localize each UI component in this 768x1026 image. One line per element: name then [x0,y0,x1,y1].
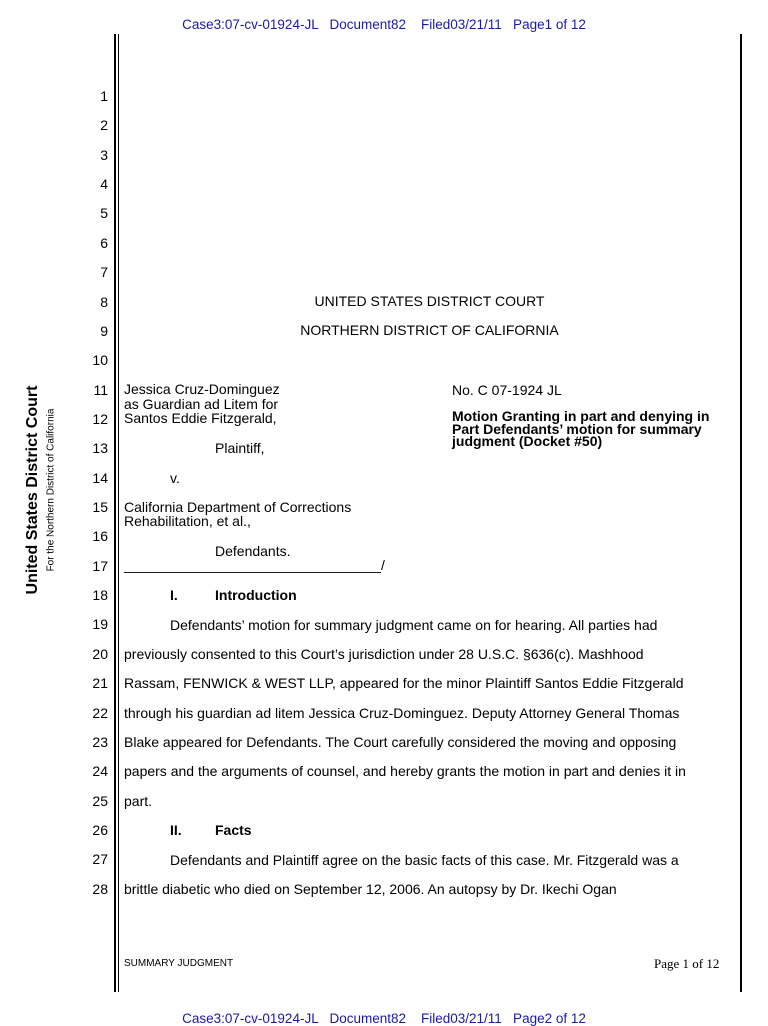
body-line-25: part. [124,793,153,809]
line-number: 11 [93,382,108,398]
line-number: 25 [92,793,108,809]
side-district-label: For the Northern District of California [45,408,57,572]
motion-title: Motion Granting in part and denying in Part Defendants’ motion for summary judgment (Docket #50) [452,408,710,449]
line-number: 8 [100,294,108,310]
line-number: 2 [100,117,108,133]
line-number: 13 [92,440,108,456]
line-number: 4 [100,176,108,192]
defendant-name-line1: California Department of Corrections [124,499,352,515]
plaintiff-name-line2: as Guardian ad Litem for [124,396,279,412]
line-number: 14 [92,470,108,486]
line-number: 20 [92,646,108,662]
defendant-label: Defendants. [215,543,291,559]
body-line-19: Defendants’ motion for summary judgment came on for hearing. All parties had [170,617,658,633]
line-number: 19 [92,616,108,632]
line-number: 9 [100,323,108,339]
line-number: 7 [100,264,108,280]
defendant-name-line2: Rehabilitation, et al., [124,513,251,529]
line-number: 15 [92,499,108,515]
line-number: 10 [92,352,108,368]
body-line-28: brittle diabetic who died on September 12, 2006. An autopsy by Dr. Ikechi Ogan [124,881,617,897]
line-number: 28 [92,881,108,897]
line-number: 21 [92,675,108,691]
section-1-number: I. [170,587,178,603]
side-court-label: United States District Court [24,385,41,595]
plaintiff-name-line3: Santos Eddie Fitzgerald, [124,410,277,426]
next-page-case-header: Case3:07-cv-01924-JL Document82 Filed03/21/11 Page2 of 12 [182,1011,586,1026]
caption-slash-line: _________________________________/ [124,557,385,573]
section-2-heading: Facts [215,822,252,838]
footer-page-number: Page 1 of 12 [654,956,720,971]
line-number: 22 [92,705,108,721]
right-margin-rule [740,34,742,992]
versus-label: v. [170,470,180,486]
line-number: 6 [100,235,108,251]
body-line-22: through his guardian ad litem Jessica Cruz-Dominguez. Deputy Attorney General Thomas [124,705,680,721]
plaintiff-name-line1: Jessica Cruz-Dominguez [124,381,280,397]
line-number: 17 [92,558,108,574]
case-number: No. C 07-1924 JL [452,382,562,398]
body-line-21: Rassam, FENWICK & WEST LLP, appeared for the minor Plaintiff Santos Eddie Fitzgerald [124,675,684,691]
line-number: 5 [100,205,108,221]
body-line-24: papers and the arguments of counsel, and hereby grants the motion in part and denies it in [124,763,686,779]
line-number: 3 [100,147,108,163]
section-1-heading: Introduction [215,587,297,603]
section-2-number: II. [170,822,182,838]
left-margin-rule [114,34,116,992]
line-number: 16 [92,528,108,544]
body-line-20: previously consented to this Court’s jurisdiction under 28 U.S.C. §636(c). Mashhood [124,646,644,662]
body-line-27: Defendants and Plaintiff agree on the basic facts of this case. Mr. Fitzgerald was a [170,852,679,868]
line-number: 1 [100,88,108,104]
court-title-line1: UNITED STATES DISTRICT COURT [314,293,545,309]
plaintiff-label: Plaintiff, [215,440,265,456]
court-title-line2: NORTHERN DISTRICT OF CALIFORNIA [300,322,559,338]
footer-document-title: SUMMARY JUDGMENT [124,958,234,969]
body-line-23: Blake appeared for Defendants. The Court carefully considered the moving and opposing [124,734,677,750]
case-header: Case3:07-cv-01924-JL Document82 Filed03/21/11 Page1 of 12 [182,17,586,32]
line-number: 18 [92,587,108,603]
line-number: 26 [92,822,108,838]
line-number: 24 [92,763,108,779]
line-number: 27 [92,851,108,867]
line-number: 12 [92,411,108,427]
line-number: 23 [92,734,108,750]
left-margin-rule-inner [118,34,119,992]
